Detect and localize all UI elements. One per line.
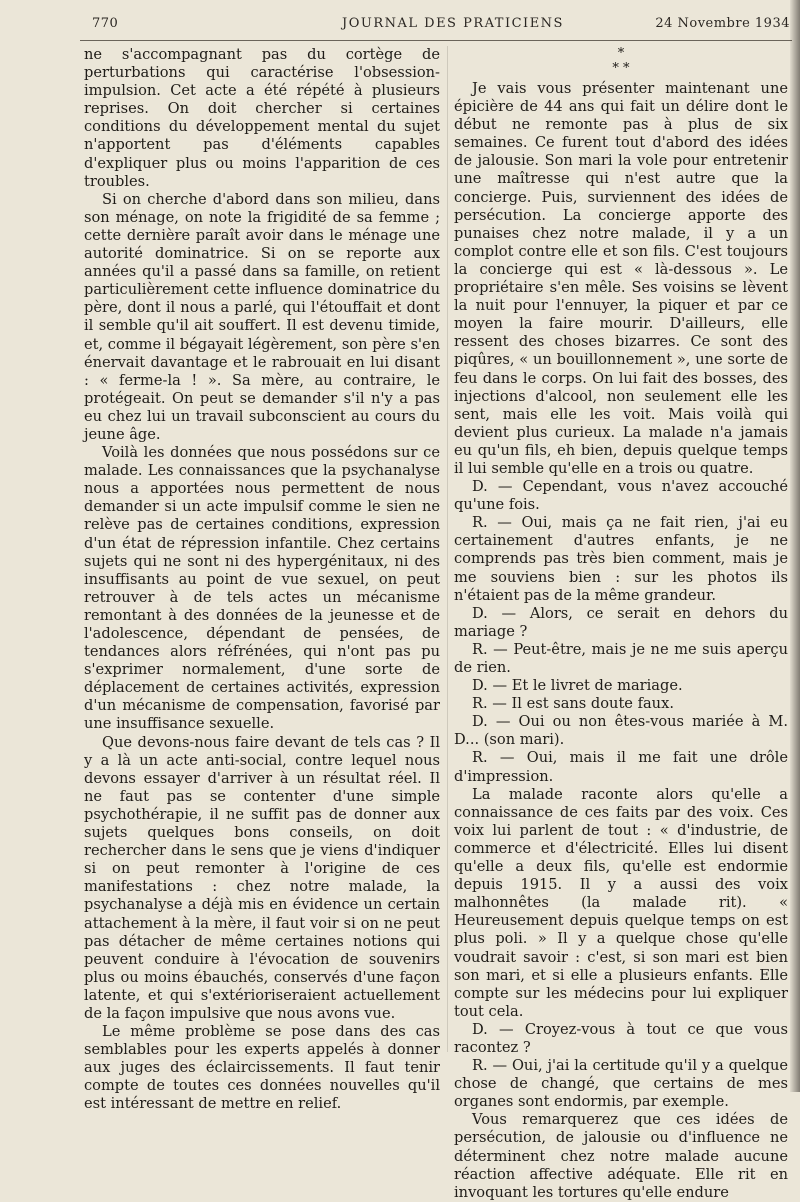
paragraph: Le même problème se pose dans des cas semblables pour les experts appelés à donner aux juges des éclaircissements. Il faut tenir compte de toutes ces données nouvelles qu'il est intéressant de mettre en relief. — [84, 1023, 440, 1113]
section-separator — [454, 46, 788, 76]
dialogue-line: D. — Oui ou non êtes-vous mariée à M. D... (son mari). — [454, 713, 788, 749]
issue-date: 24 Novembre 1934 — [655, 16, 790, 31]
dialogue-line: D. — Croyez-vous à tout ce que vous racontez ? — [454, 1020, 788, 1056]
paragraph: ne s'accompagnant pas du cortège de perturbations qui caractérise l'obsession-impulsion. Cet acte a été répété à plusieurs reprises. On doit chercher si certaines conditions du développement mental du sujet n'apportent pas d'éléments capables d'expliquer plus ou moins l'apparition de ces troubles. — [84, 46, 440, 190]
paragraph: Je vais vous présenter maintenant une épicière de 44 ans qui fait un délire dont le début ne remonte pas à plus de six semaines. Ce furent tout d'abord des idées de jalousie. Son mari la vole pour entretenir une maîtresse qui n'est autre que la concierge. Puis, surviennent des idées de persécution. La concierge apporte des punaises chez notre malade, il y a un complot contre elle et son fils. C'est toujours la concierge qui est « là-dessous ». Le propriétaire s'en mêle. Ses voisins se lèvent la nuit pour l'ennuyer, la piquer et par ce moyen la faire mourir. D'ailleurs, elle ressent des choses bizarres. Ce sont des piqûres, « un bouillonnement », une sorte de feu dans le corps. On lui fait des bosses, des injections d'alcool, non seulement elle les sent, mais elle les voit. Mais voilà qui devient plus curieux. La malade n'a jamais eu qu'un fils, eh bien, depuis quelque temps il lui semble qu'elle en a trois ou quatre. — [454, 80, 788, 477]
column-divider — [447, 46, 448, 1052]
dialogue-line: R. — Oui, mais il me fait une drôle d'impression. — [454, 749, 788, 785]
dialogue-line: R. — Il est sans doute faux. — [472, 695, 674, 713]
paragraph: La malade raconte alors qu'elle a connaissance de ces faits par des voix. Ces voix lui parlent de tout : « d'industrie, de commerce et d'électricité. Elles lui disent qu'elle a deux fils, qu'elle est endormie depuis 1915. Il y a aussi des voix malhonnêtes (la malade rit). « Heureusement depuis quelque temps on est plus poli. » Il y a quelque chose qu'elle voudrait savoir : c'est, si son mari est bien son mari, et si elle a plusieurs enfants. Elle compte sur les médecins pour lui expliquer tout cela. — [454, 785, 788, 1020]
page-number: 770 — [92, 16, 119, 31]
dialogue-line: D. — Alors, ce serait en dehors du mariage ? — [454, 604, 788, 640]
journal-title: JOURNAL DES PRATICIENS — [342, 16, 564, 31]
dialogue-line: R. — Peut-être, mais je ne me suis aperçu de rien. — [454, 640, 788, 676]
paragraph: Voilà les données que nous possédons sur ce malade. Les connaissances que la psychanalyse nous a apportées nous permettent de nous demander si un acte impulsif comme le sien ne relève pas de certaines conditions, expression d'un état de répression infantile. Chez certains sujets qui ne sont ni des hypergénitaux, ni des insuffisants au point de vue sexuel, on peut retrouver à de tels actes un mécanisme remontant à des données de la jeunesse et de l'adolescence, dépendant de pensées, de tendances alors réfrénées, qui n'ont pas pu s'exprimer normalement, d'une sorte de déplacement de certaines activités, expression d'un mécanisme de compensation, favorisé par une insuffisance sexuelle. — [84, 444, 440, 733]
right-column — [454, 46, 788, 1202]
dialogue-line: R. — Oui, j'ai la certitude qu'il y a quelque chose de changé, que certains de mes organes sont endormis, par exemple. — [454, 1057, 788, 1111]
dialogue-line: D. — Cependant, vous n'avez accouché qu'une fois. — [454, 478, 788, 514]
paragraph: Vous remarquerez que ces idées de persécution, de jalousie ou d'influence ne déterminent chez notre malade aucune réaction affective adéquate. Elle rit en invoquant les tortures qu'elle endure — [454, 1111, 788, 1201]
page-binding-shadow — [790, 0, 800, 1092]
paragraph: Si on cherche d'abord dans son milieu, dans son ménage, on note la frigidité de sa femme ; cette dernière paraît avoir dans le ménage une autorité dominatrice. Si on se reporte aux années qu'il a passé dans sa famille, on retient particulièrement cette influence dominatrice du père, dont il nous a parlé, qui l'étouffait et dont il semble qu'il ait souffert. Il est devenu timide, et, comme il bégayait légèrement, son père s'en énervait davantage et le rabrouait en lui disant : « ferme-la ! ». Sa mère, au contraire, le protégeait. On peut se demander s'il n'y a pas eu chez lui un travail subconscient au cours du jeune âge. — [84, 190, 441, 443]
asterisk-top: * — [617, 46, 625, 61]
asterisk-bottom: * * — [612, 61, 630, 76]
header-rule — [80, 40, 792, 41]
page-header — [92, 14, 790, 36]
dialogue-line: R. — Oui, mais ça ne fait rien, j'ai eu certainement d'autres enfants, je ne comprends pas très bien comment, mais je me souviens bien : sur les photos ils n'étaient pas de la même grandeur. — [454, 514, 788, 604]
left-column — [84, 46, 440, 1114]
paragraph: Que devons-nous faire devant de tels cas ? Il y a là un acte anti-social, contre lequel nous devons essayer d'arriver à un résultat réel. Il ne faut pas se contenter d'une simple psychothérapie, il ne suffit pas de donner aux sujets quelques bons conseils, on doit rechercher dans le sens que je viens d'indiquer si on peut remonter à l'origine de ces manifestations : chez notre malade, la psychanalyse a déjà mis en évidence un certain attachement à la mère, il faut voir si on ne peut pas détacher de même certaines notions qui peuvent conduire à l'évocation de souvenirs plus ou moins ébauchés, conservés d'une façon latente, et qui s'extérioriseraient actuellement de la façon impulsive que nous avons vue. — [84, 733, 440, 1022]
dialogue-line: D. — Et le livret de mariage. — [472, 677, 683, 695]
